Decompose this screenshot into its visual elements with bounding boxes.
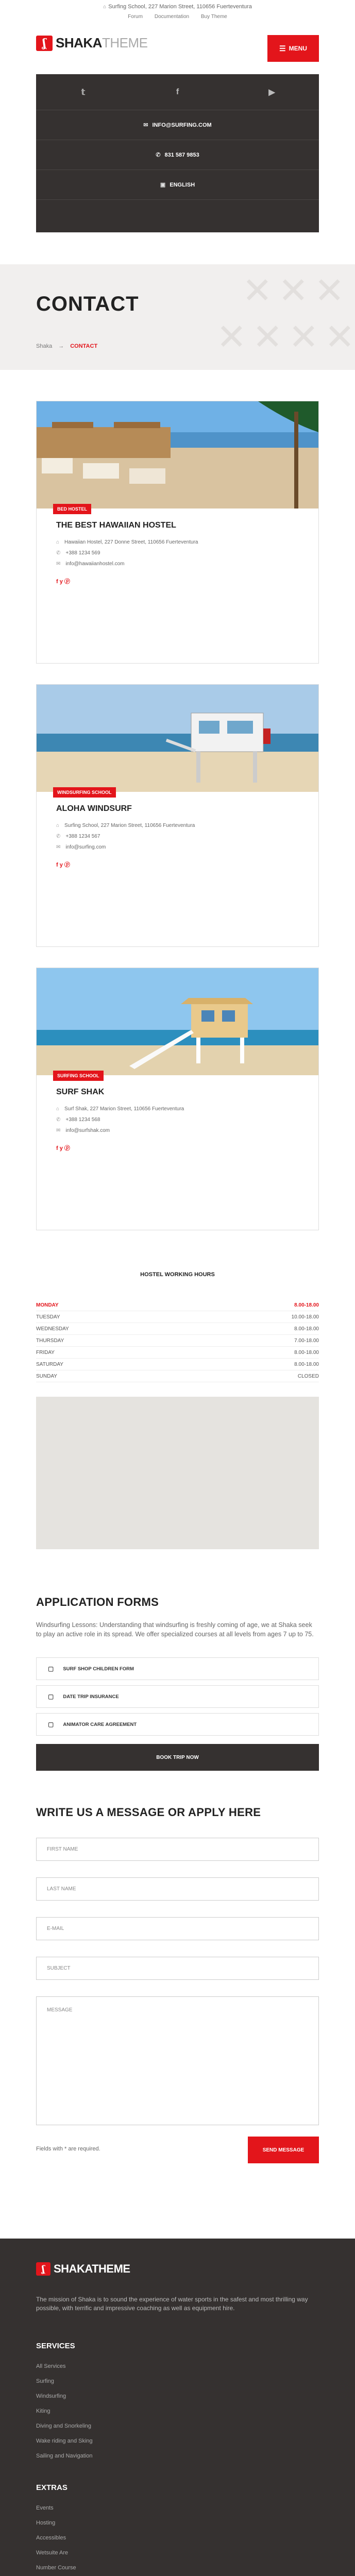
topbar-address: ⌂ Surfing School, 227 Marion Street, 110656 Fuerteventura [103,4,252,10]
decor-x-icon: ✕ [252,316,283,358]
email-field[interactable]: E-MAIL [36,1917,319,1940]
footer-link[interactable]: Number Course [36,2565,76,2571]
location-icon: ⌂ [56,823,60,828]
lifeguard-photo [37,685,318,792]
mail-icon: ✉ [56,1128,61,1133]
footer-mission: The mission of Shaka is to sound the experience of water sports in the safest and most thrilling way possible, with terrific and impressive coaching as well as equipment hire. [36,2296,308,2312]
footer-link[interactable]: Accessibles [36,2535,66,2541]
card-tag: WINDSURFING SCHOOL [53,787,116,798]
menu-button[interactable]: ☰ MENU [267,35,319,62]
card-address: ⌂ Surf Shak, 227 Marion Street, 110656 Fuerteventura [56,1106,184,1112]
decor-x-icon: ✕ [314,269,345,312]
hours-row: MONDAY 8.00-18.00 [36,1299,319,1311]
card-socials[interactable]: f y ⓟ [56,862,70,868]
card-tag: SURFING SCHOOL [53,1071,104,1081]
card-phone: ✆ +388 1234 568 [56,1117,100,1123]
social-links [36,74,319,110]
footer-logo[interactable]: ʆ SHAKATHEME [36,2262,130,2276]
phone-icon: ✆ [56,1117,61,1123]
beach-photo [37,401,318,509]
location-card [36,968,319,1230]
footer-link[interactable]: All Services [36,2363,66,2369]
card-phone: ✆ +388 1234 567 [56,834,100,839]
footer-link[interactable]: Sailing and Navigation [36,2453,93,2459]
menu-icon: ☰ [279,44,286,53]
footer-link[interactable]: Windsurfing [36,2393,66,2399]
page-title: CONTACT [36,293,139,315]
topbar-links [0,14,355,20]
hours-row: SUNDAY CLOSED [36,1370,319,1382]
link-documentation[interactable]: Documentation [154,14,190,20]
subject-field[interactable]: SUBJECT [36,1957,319,1980]
hours-row: WEDNESDAY 8.00-18.00 [36,1323,319,1335]
footer-link[interactable]: Diving and Snorkeling [36,2423,92,2429]
card-photo [37,401,318,509]
first-name-field[interactable]: FIRST NAME [36,1838,319,1861]
card-socials[interactable]: f y ⓟ [56,579,70,585]
message-form-title: WRITE US A MESSAGE OR APPLY HERE [36,1806,261,1819]
footer-link[interactable]: Wetsuite Are [36,2550,69,2556]
phone-icon: ✆ [56,550,61,556]
card-socials[interactable]: f y ⓟ [56,1145,70,1151]
send-message-button[interactable]: SEND MESSAGE [248,2137,319,2163]
youtube-icon[interactable]: ▶ [268,88,275,97]
document-icon: ▢ [48,1721,54,1728]
document-icon: ▢ [48,1693,54,1700]
location-icon: ⌂ [103,4,107,10]
card-title: THE BEST HAWAIIAN HOSTEL [56,521,176,530]
decor-x-icon: ✕ [325,316,355,358]
link-buy-theme[interactable]: Buy Theme [200,14,227,20]
hours-row: THURSDAY 7.00-18.00 [36,1335,319,1347]
decor-x-icon: ✕ [242,269,273,312]
location-card [36,401,319,664]
surf-hut-photo [37,968,318,1075]
card-title: SURF SHAK [56,1088,105,1096]
footer-link[interactable]: Events [36,2505,54,2511]
header [0,23,355,61]
language-switcher[interactable]: ▣ ENGLISH [36,170,319,200]
working-hours-title: HOSTEL WORKING HOURS [140,1272,215,1278]
form-link-agreement[interactable]: ▢ ANIMATOR CARE AGREEMENT [36,1713,319,1736]
footer-extras [36,2483,76,2576]
mail-icon: ✉ [56,844,61,850]
card-photo [37,685,318,792]
map[interactable] [36,1397,319,1549]
card-title: ALOHA WINDSURF [56,804,132,813]
phone-icon: ✆ [56,834,61,839]
hours-row: SATURDAY 8.00-18.00 [36,1359,319,1370]
form-link-children[interactable]: ▢ SURF SHOP CHILDREN FORM [36,1657,319,1680]
breadcrumb-current: CONTACT [70,343,98,349]
topbar [0,0,355,23]
flag-icon: ▣ [160,182,166,188]
mail-icon: ✉ [143,122,148,128]
card-address: ⌂ Hawaiian Hostel, 227 Donne Street, 110656 Fuerteventura [56,539,198,545]
breadcrumb [36,343,97,349]
footer-link[interactable]: Wake riding and Sking [36,2438,93,2444]
logo-mark-icon: ʆ [36,36,53,51]
card-photo [37,968,318,1075]
decor-x-icon: ✕ [289,316,319,358]
link-forum[interactable]: Forum [128,14,143,20]
location-icon: ⌂ [56,539,60,545]
footer-services-title: SERVICES [36,2342,75,2350]
footer-link[interactable]: Hosting [36,2520,56,2526]
card-phone: ✆ +388 1234 569 [56,550,100,556]
page-header [0,264,355,370]
message-field[interactable]: MESSAGE [36,1996,319,2125]
location-card [36,684,319,947]
footer-extras-title: EXTRAS [36,2483,67,2492]
book-trip-button[interactable]: BOOK TRIP NOW [36,1744,319,1771]
panel-email[interactable]: ✉ INFO@SURFING.COM [36,110,319,140]
phone-icon: ✆ [156,152,161,158]
card-email[interactable]: ✉ info@surfshak.com [56,1128,110,1133]
decor-x-icon: ✕ [278,269,309,312]
breadcrumb-separator: → [58,343,64,349]
form-link-insurance[interactable]: ▢ DATE TRIP INSURANCE [36,1685,319,1708]
card-address: ⌂ Surfing School, 227 Marion Street, 110656 Fuerteventura [56,823,195,828]
card-email[interactable]: ✉ info@surfing.com [56,844,106,850]
footer-services [36,2342,93,2468]
location-icon: ⌂ [56,1106,60,1112]
logo-mark-icon: ʆ [36,2262,50,2276]
twitter-icon[interactable]: 𝕥 [81,88,86,97]
document-icon: ▢ [48,1665,54,1672]
footer-link[interactable]: Surfing [36,2378,54,2384]
card-email[interactable]: ✉ info@hawaiianhostel.com [56,561,125,567]
last-name-field[interactable]: LAST NAME [36,1877,319,1901]
panel-phone[interactable]: ✆ 831 587 9853 [36,140,319,170]
decor-x-icon: ✕ [216,316,247,358]
working-hours [36,1272,319,1382]
mobile-menu-panel [36,74,319,232]
application-intro: Windsurfing Lessons: Understanding that windsurfing is freshly coming of age, we at Shaka seek to play an active role in its spread. We offer specialized courses at all levels from ages 7 up to 75. [36,1621,314,1638]
breadcrumb-home[interactable]: Shaka [36,343,53,349]
site-logo[interactable]: ʆ SHAKA THEME [36,35,147,51]
application-forms-title: APPLICATION FORMS [36,1596,159,1608]
footer-link[interactable]: Kiting [36,2408,50,2414]
required-note: Fields with * are required. [36,2146,100,2152]
hours-row: FRIDAY 8.00-18.00 [36,1347,319,1359]
hours-row: TUESDAY 10.00-18.00 [36,1311,319,1323]
mail-icon: ✉ [56,561,61,567]
facebook-icon[interactable]: f [176,87,179,96]
card-tag: BED HOSTEL [53,504,91,514]
footer [0,2239,355,2576]
